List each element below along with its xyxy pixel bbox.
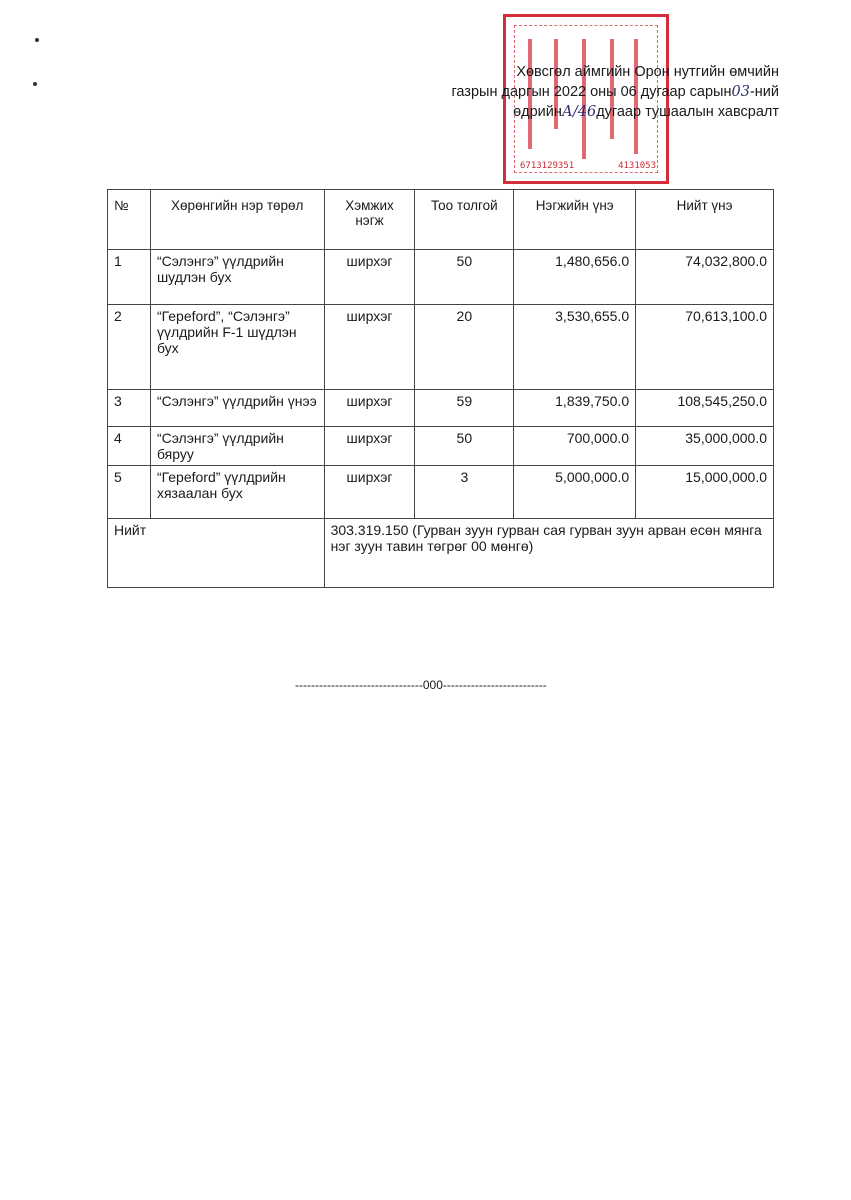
cell-unit-price: 5,000,000.0	[514, 466, 636, 519]
cell-count: 3	[415, 466, 514, 519]
header-line-3	[451, 102, 779, 122]
cell-count: 20	[415, 305, 514, 390]
asset-table	[107, 189, 774, 588]
cell-name: “Сэлэнгэ” үүлдрийн үнээ	[150, 390, 324, 427]
cell-name: “Гереford”, “Сэлэнгэ” үүлдрийн F-1 шүдлэн бух	[150, 305, 324, 390]
col-header-unit-price: Нэгжийн үнэ	[514, 190, 636, 250]
header-line-3-suffix: дугаар тушаалын хавсралт	[596, 104, 779, 120]
cell-count: 50	[415, 250, 514, 305]
total-label: Нийт	[108, 519, 325, 588]
document-header	[451, 62, 779, 122]
cell-unit: ширхэг	[324, 250, 415, 305]
col-header-count: Тоо толгой	[415, 190, 514, 250]
col-header-total: Нийт үнэ	[636, 190, 774, 250]
col-header-unit: Хэмжих нэгж	[324, 190, 415, 250]
cell-no: 4	[108, 427, 151, 466]
cell-no: 3	[108, 390, 151, 427]
cell-unit: ширхэг	[324, 305, 415, 390]
header-line-2-text: газрын даргын 2022 оны 06 дугаар сарын	[451, 84, 732, 100]
cell-unit: ширхэг	[324, 390, 415, 427]
cell-no: 2	[108, 305, 151, 390]
cell-unit-price: 1,839,750.0	[514, 390, 636, 427]
table-row	[108, 305, 774, 390]
table-row	[108, 427, 774, 466]
header-line-3-text: өдрийн	[513, 104, 562, 120]
cell-total: 15,000,000.0	[636, 466, 774, 519]
total-amount-text: 303.319.150 (Гурван зуун гурван сая гурван зуун арван есөн мянга нэг зуун тавин төгрөг 00 мөнгө)	[324, 519, 773, 588]
cell-no: 1	[108, 250, 151, 305]
handwritten-day: 03	[731, 84, 750, 100]
cell-name: “Гереford” үүлдрийн хязаалан бух	[150, 466, 324, 519]
cell-total: 70,613,100.0	[636, 305, 774, 390]
binder-hole-mark	[35, 38, 39, 42]
col-header-name: Хөрөнгийн нэр төрөл	[150, 190, 324, 250]
end-of-document-line: --------------------------------000--------------------------	[295, 678, 547, 692]
cell-total: 74,032,800.0	[636, 250, 774, 305]
cell-total: 108,545,250.0	[636, 390, 774, 427]
cell-unit: ширхэг	[324, 466, 415, 519]
header-line-2	[451, 82, 779, 102]
cell-name: “Сэлэнгэ” үүлдрийн шудлэн бух	[150, 250, 324, 305]
cell-unit-price: 1,480,656.0	[514, 250, 636, 305]
stamp-number-left: 6713129351	[520, 161, 575, 171]
table-total-row	[108, 519, 774, 588]
col-header-no: №	[108, 190, 151, 250]
header-line-1: Хөвсгөл аймгийн Орон нутгийн өмчийн	[516, 64, 779, 80]
cell-unit-price: 700,000.0	[514, 427, 636, 466]
table-row	[108, 390, 774, 427]
cell-name: “Сэлэнгэ” үүлдрийн бяруу	[150, 427, 324, 466]
cell-no: 5	[108, 466, 151, 519]
cell-unit-price: 3,530,655.0	[514, 305, 636, 390]
cell-count: 59	[415, 390, 514, 427]
table-row	[108, 250, 774, 305]
table-row	[108, 466, 774, 519]
handwritten-order-number: А/46	[561, 104, 597, 120]
binder-hole-mark	[33, 82, 37, 86]
header-line-2-suffix: -ний	[749, 84, 779, 100]
cell-total: 35,000,000.0	[636, 427, 774, 466]
cell-count: 50	[415, 427, 514, 466]
cell-unit: ширхэг	[324, 427, 415, 466]
table-header-row	[108, 190, 774, 250]
stamp-number-right: 4131053	[618, 161, 656, 171]
